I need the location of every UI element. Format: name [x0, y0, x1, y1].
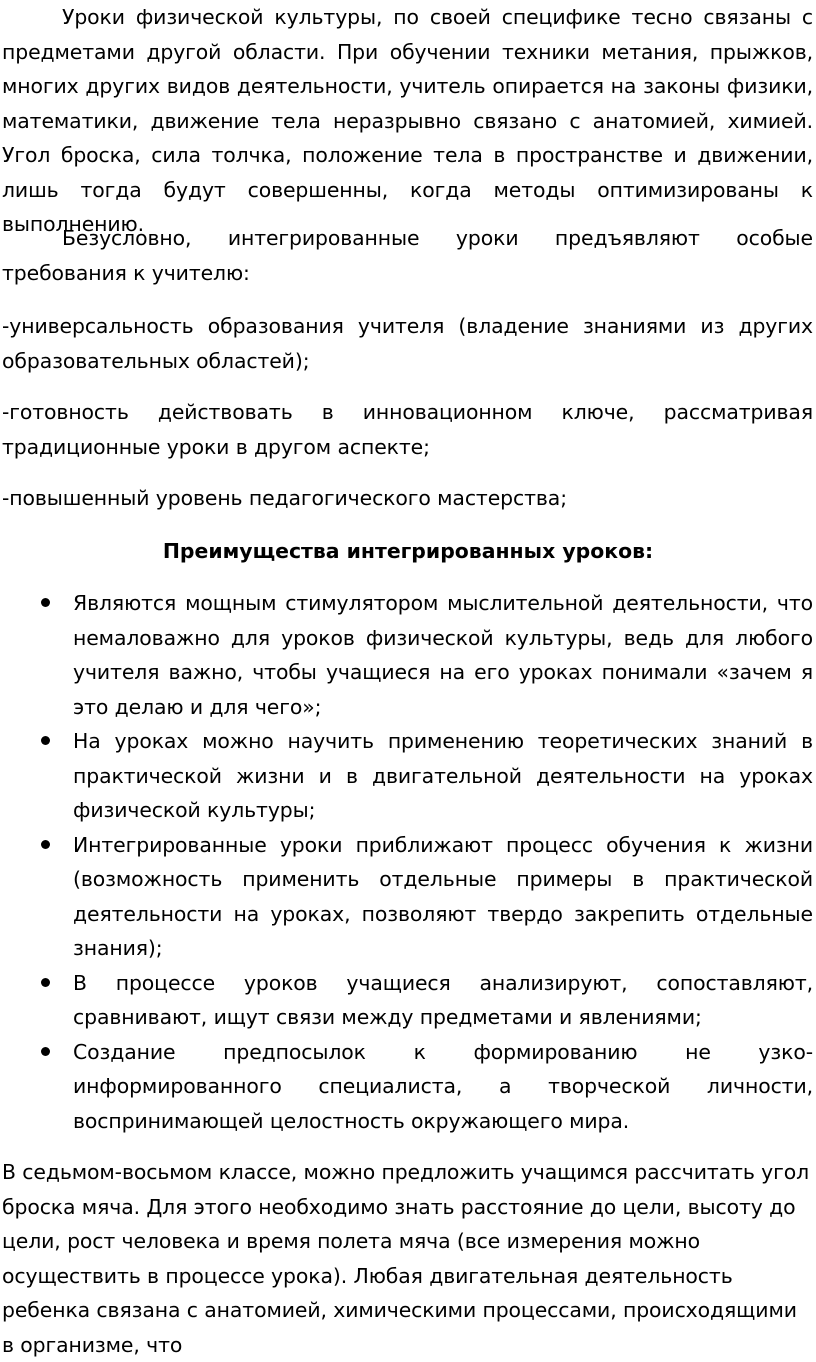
bullet-icon	[41, 978, 50, 987]
bullet-icon	[41, 598, 50, 607]
list-item	[0, 586, 813, 724]
advantages-list	[0, 586, 813, 1138]
section-heading: Преимущества интегрированных уроков:	[162, 539, 654, 563]
dash-item: -повышенный уровень педагогического мастерства;	[2, 486, 567, 510]
bullet-icon	[41, 840, 50, 849]
requirements-paragraph: Безусловно, интегрированные уроки предъявляют особые требования к учителю:	[2, 226, 813, 285]
list-item-text: В процессе уроков учащиеся анализируют, сопоставляют, сравнивают, ищут связи между предметами и явлениями;	[73, 970, 813, 1029]
dash-item: -готовность действовать в инновационном ключе, рассматривая традиционные уроки в другом аспекте;	[2, 400, 813, 459]
list-item	[0, 828, 813, 966]
dash-item: -универсальность образования учителя (владение знаниями из других образовательных областей);	[2, 314, 813, 373]
list-item	[0, 1035, 813, 1139]
bullet-icon	[41, 1047, 50, 1056]
intro-paragraph: Уроки физической культуры, по своей специфике тесно связаны с предметами другой области. При обучении техники метания, прыжков, многих других видов деятельности, учитель опирается на законы физики, математики, движение тела неразрывно связано с анатомией, химией. Угол броска, сила толчка, положение тела в пространстве и движении, лишь тогда будут совершенны, когда методы оптимизированы к выполнению.	[2, 5, 813, 236]
example-paragraph: В седьмом-восьмом классе, можно предложить учащимся рассчитать угол броска мяча. Для этого необходимо знать расстояние до цели, высоту до цели, рост человека и время полета мяча (все измерения можно осуществить в процессе урока). Любая двигательная деятельность ребенка связана с анатомией, химическими процессами, происходящими в организме, что	[2, 1160, 810, 1357]
list-item-text: На уроках можно научить применению теоретических знаний в практической жизни и в двигательной деятельности на уроках физической культуры;	[73, 729, 813, 822]
list-item	[0, 724, 813, 828]
list-item-text: Создание предпосылок к формированию не узко-информированного специалиста, а творческой личности, воспринимающей целостность окружающего мира.	[73, 1039, 813, 1133]
list-item-text: Являются мощным стимулятором мыслительной деятельности, что немаловажно для уроков физической культуры, ведь для любого учителя важно, чтобы учащиеся на его уроках понимали «зачем я это делаю и для чего»;	[73, 591, 813, 719]
list-item-text: Интегрированные уроки приближают процесс обучения к жизни (возможность применить отдельные примеры в практической деятельности на уроках, позволяют твердо закрепить отдельные знания);	[73, 832, 813, 960]
list-item	[0, 966, 813, 1035]
bullet-icon	[41, 736, 50, 745]
